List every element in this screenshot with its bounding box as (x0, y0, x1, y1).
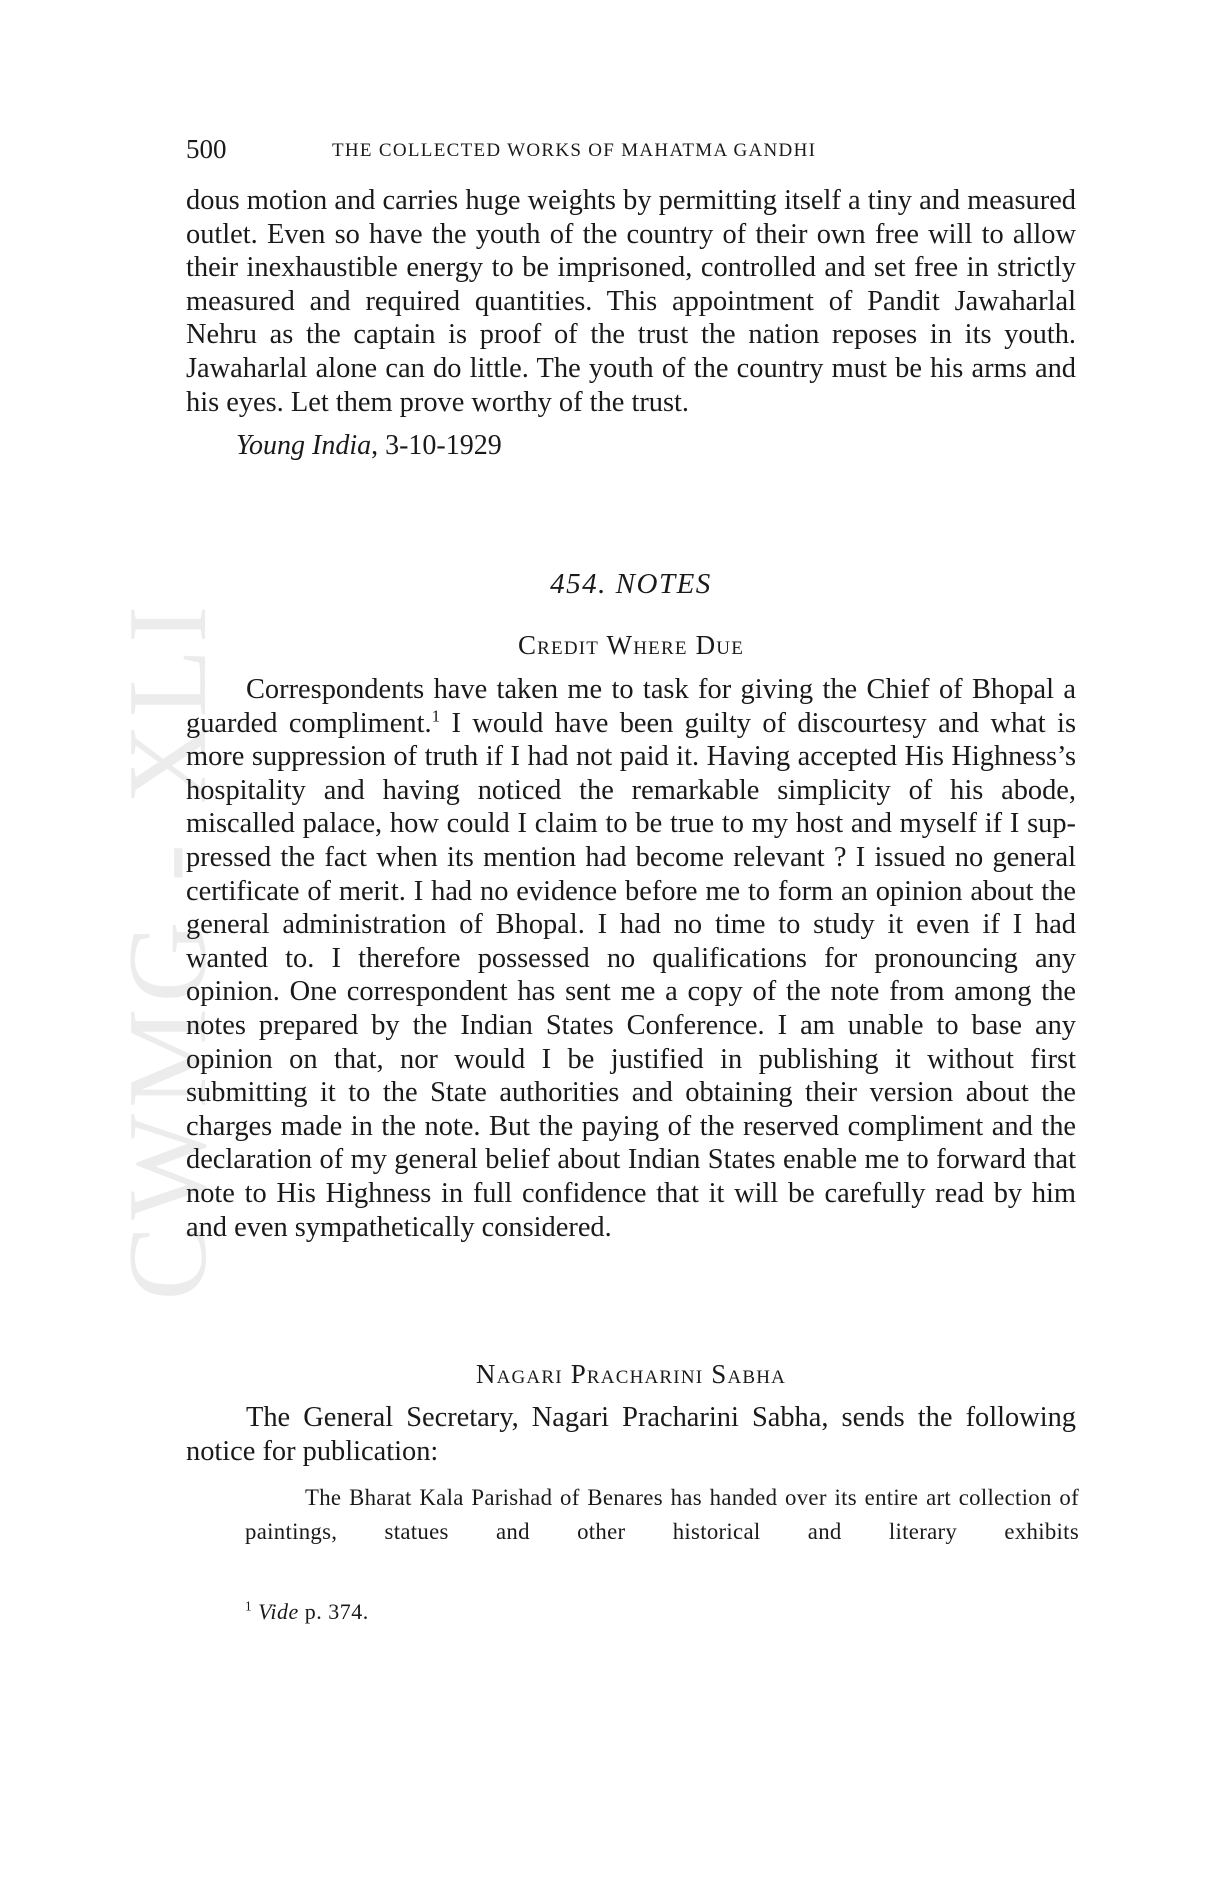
page-number: 500 (186, 134, 227, 164)
credit-text-start: Correspondents have taken me to task for giving the Chief of Bhopal a guarded compliment. (186, 674, 1076, 739)
footnote-text: p. 374. (298, 1599, 369, 1624)
watermark-text: CWMG - XLI (106, 599, 230, 1301)
footnote (245, 1595, 369, 1629)
continuation-paragraph: dous motion and carries huge weights by permitting itself a tiny and measured outlet. Even so have the youth of the country of their own free will to allow their inexhaustible energy to be imprisoned, controlled and set free in strictly measured and required quantities. This appointment of Pandit Jawaharlal Nehru as the captain is proof of the trust the nation reposes in its youth. Jawaharlal alone can do little. The youth of the country must be his arms and his eyes. Let them prove worthy of the trust. (186, 185, 1076, 418)
running-title: THE COLLECTED WORKS OF MAHATMA GANDHI (332, 140, 817, 161)
footnote-reference: 1 (431, 706, 441, 726)
section-heading-nagari: Nagari Pracharini Sabha (475, 1359, 787, 1389)
source-publication: Young India (236, 430, 372, 462)
continuation-block (186, 184, 1076, 463)
footnote-mark: 1 (245, 1598, 253, 1614)
section-credit-body (186, 673, 1076, 1244)
section-nagari-body (186, 1401, 1076, 1468)
block-quote (245, 1481, 1079, 1548)
source-date: , 3-10-1929 (371, 430, 502, 462)
section-heading-credit: Credit Where Due (517, 630, 745, 660)
article-title-text: NOTES (615, 568, 712, 600)
footnote-vide: Vide (258, 1599, 299, 1624)
running-head (186, 132, 1076, 166)
nagari-paragraph: The General Secretary, Nagari Pracharini Sabha, sends the following notice for publication: (186, 1402, 1076, 1467)
credit-paragraph (186, 673, 1076, 1244)
source-citation (186, 429, 1076, 463)
article-number: 454. (550, 568, 607, 600)
credit-text-rest: I would have been guilty of discourtesy and what is more suppression of truth if I had not paid it. Having accepted His Highness’s hospitality and having noticed the remarkable simplicity of his abode, miscalled palace, how could I claim to be true to my host and myself if I suppressed the fact when its mention had become relevant ? I issued no general certificate of merit. I had no evidence before me to form an opinion about the general administration of Bhopal. I had no time to study it even if I had wanted to. I therefore possessed no qualifications for pronouncing any opinion. One correspondent has sent me a copy of the note from among the notes prepared by the Indian States Conference. I am unable to base any opinion on that, nor would I be justified in publishing it without first submitting it to the State authorities and obtaining their version about the charges made in the note. But the paying of the reserved compliment and the declaration of my general belief about Indian States enable me to forward that note to His Highness in full confidence that it will be carefully read by him and even sympathetically considered. (186, 707, 1076, 1243)
article-title (186, 564, 1076, 604)
block-quote-text: The Bharat Kala Parishad of Benares has handed over its entire art collection of paintings, statues and other historical and literary exhibits (245, 1485, 1079, 1544)
